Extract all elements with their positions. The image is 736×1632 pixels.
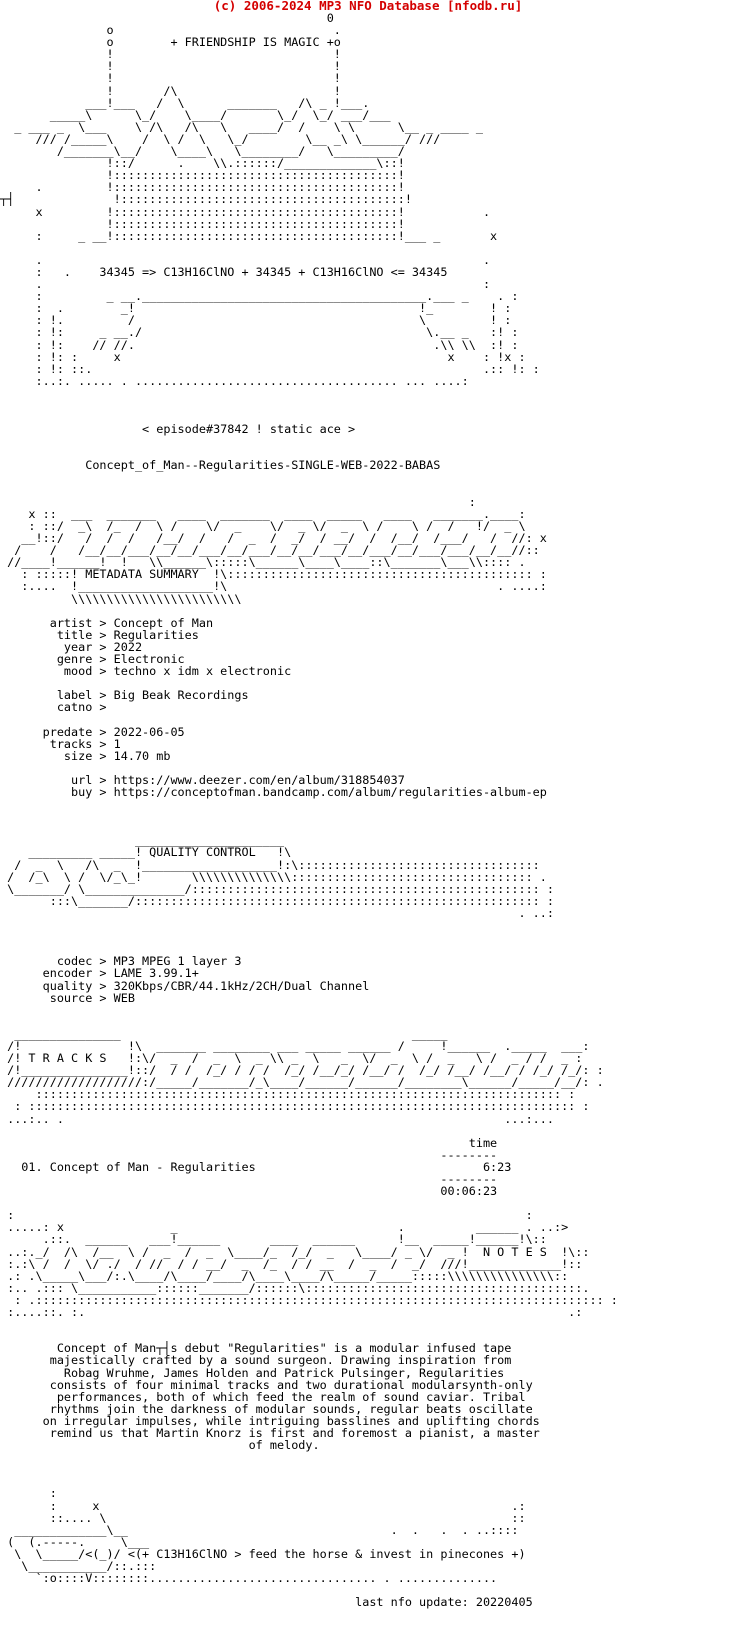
site-copyright-header[interactable]: (c) 2006-2024 MP3 NFO Database [nfodb.ru] bbox=[213, 0, 523, 13]
nfo-ascii-document: 0 o . o + FRIENDSHIP IS MAGIC +o ! ! ! ! ! ! ! /\ ! ___!___ / \ _______ /\ _ !___. _____\ \_/ \____/ \_/ \_/ ___/___ _ ___ _ \___ \ /\ /\ \ ____/ / \ \ \__ _ ____ _ /// /_____\ / \ / \ \_/ \__ _\ \______/ /// /_______\__/ \____\ \________/ \_________/ !::/ . \\.::::::/_____________\::! !::::::::::::::::::::::::::::::::::::::::! . !::::::::::::::::::::::::::::::::::::::::! ┬┤ !::::::::::::::::::::::::::::::::::::::::! x !::::::::::::::::::::::::::::::::::::::::! . !::::::::::::::::::::::::::::::::::::::::! : _ __!::::::::::::::::::::::::::::::::::::::::!___ _ x . . : . 34345 => C13H16ClNO + 34345 + C13H16ClNO <= 34345 . : : _ __.________________________________________.___ _ . : : . _! !_ ! : : !. / \ ! : : !: _ __./ \.__ _ :! : : !: // //. .\\ \\ :! : : !: : x x : !x : : !: ::. .:: !: : :..:. ..... . ..................................... ... ....: < episode#37842 ! static ace > Concept_of_Man--Regularities-SINGLE-WEB-2022-BABAS : x :: ___ _______ ____ _______ ____ _____ ____ _______.____: : ::/ _\ /_ / \ / \/ _ \/ _ \/ _ \ / \ / / !/ _ \ __!::/ / / / /__/ / / _ / _/ / __/ / /__/ /___/ / //: x / / /__/__/___/__/__/___/__/___/__/__/___/__/___/__/___/___/__/__//:: //____!______! ! \\______\:::::\______\____\____::\_______\___\\:::: . : :::::! METADATA SUMMARY !\::::::::::::::::::::::::::::::::::::::::::: : :.... !___________________!\ . ....: \\\\\\\\\\\\\\\\\\\\\\\\ artist > Concept of Man title > Regularities year > 2022 genre > Electronic mood > techno x idm x electronic label > Big Beak Recordings catno > predate > 2022-06-05 tracks > 1 size > 14.70 mb url > https://www.deezer.com/en/album/318854037 buy > https://conceptofman.bandcamp.com/album/regularities-album-ep _____________________ _________ _____! QUALITY CONTROL !\ / _ \ /\ _ !___________________!:\:::::::::::::::::::::::::::::::::: / /_\ \ / \/_\_! \\\\\\\\\\\\\\:::::::::::::::::::::::::::::::::: . \_______/ \______________/::::::::::::::::::::::::::::::::::::::::::::::::: : :::\_______/::::::::::::::::::::::::::::::::::::::::::::::::::::::::: : . ..: codec > MP3 MPEG 1 layer 3 encoder > LAME 3.99.1+ quality > 320Kbps/CBR/44.1kHz/2CH/Dual Channel source > WEB _______________ _____ /! !\ _______ ________ ___ _____ ______ / !______ ._____ ___: /! T R A C K S !:\/ _ / _ \ _ \\ _ \ _ \/ _ \ / _ \ / _ / / _ : /!_______________!::/ / / /_/ / / / /_/ /__/_/ /__/ / /_/ /__/ /__/ / /_/ /_/: : ///////////////////:/_____/_______/_\____/______/______/________\______/_____/__/: . :::::::::::::::::::::::::::::::::::::::::::::::::::::::::::::::::::::::::: : : ::::::::::::::::::::::::::::::::::::::::::::::::::::::::::::::::::::::::::::: : ...:.. . ...:... time -------- 01. Concept of Man - Regularities 6:23 -------- 00:06:23 : : .....: x _ . ______ . ..:> .::. ______ ___!______ ____ ______ !__ _____!______!\:: ..:._/ /\ /__ \ / _ / _ \____/_ /_/ _ \____/ _ \/ _ ! N O T E S !\:: :.:\ / / \/ ./ / // / / __/ _ /_ / / __ / _ / _/ ///!_____________!:: .: .\_____\___/:.\____/\____/____/\____\____/\_____/_____:::::\\\\\\\\\\\\\\\:: :.. .::: \___________::::::_______/::::::\:::::::::::::::::::::::::::::::::::::::. : .:::::::::::::::::::::::::::::::::::::::::::::::::::::::::::::::::::::::::::::::: : :....::. :. .: Concept of Man┬┤s debut "Regularities" is a modular infused tape majestically crafted by a sound surgeon. Drawing inspiration from Robag Wruhme, James Holden and Patrick Pulsinger, Regularities consists of four minimal tracks and two durational modularsynth-only performances, both of which feed the realm of sound caviar. Tribal rhythms join the darkness of modular sounds, regular beats oscillate on irregular impulses, while intriguing basslines and uplifting chords remind us that Martin Knorz is first and foremost a pianist, a master of melody. : : x .: ::.... \ :: _____________\__ . . . . ..:::: ( (.-----. \___ \ \_____/<(_)/ <(+ C13H16ClNO > feed the horse & invest in pinecones +) \___________/::.::: `:o::::V::::::::................................ . .............. last nfo update: 20220405 bbox=[0, 11, 618, 1610]
